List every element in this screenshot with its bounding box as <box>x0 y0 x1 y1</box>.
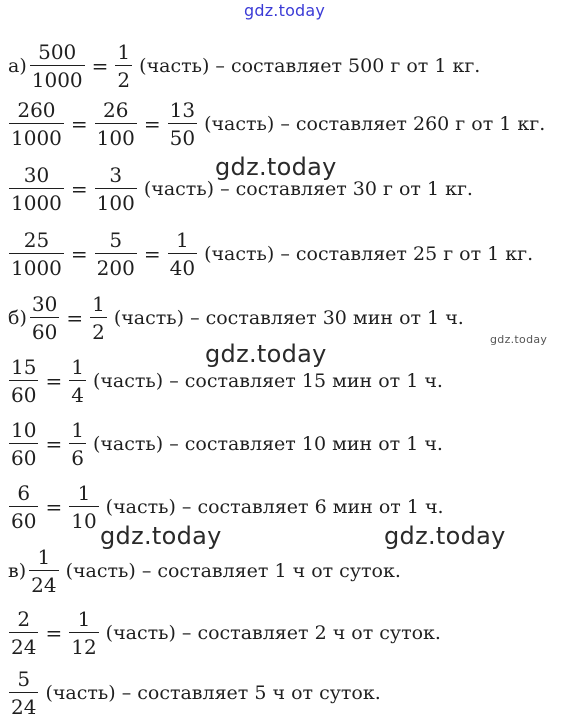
equals-sign: = <box>45 495 63 519</box>
fraction: $\frac{6}{60}$ <box>11 481 37 533</box>
line-text: (часть) – составляет 5 ч от суток. <box>45 682 381 704</box>
equals-sign: = <box>66 306 84 330</box>
solution-line-b-3 <box>8 411 443 477</box>
line-text: (часть) – составляет 30 мин от 1 ч. <box>113 307 464 329</box>
equals-sign: = <box>45 621 63 645</box>
fraction: $\frac{1}{12}$ <box>71 607 97 659</box>
item-label: а) <box>8 55 27 77</box>
line-text: (часть) – составляет 2 ч от суток. <box>105 622 441 644</box>
fraction: $\frac{13}{50}$ <box>169 98 196 150</box>
line-text: (часть) – составляет 25 г от 1 кг. <box>204 243 534 265</box>
line-text: (часть) – составляет 1 ч от суток. <box>65 560 401 582</box>
item-label: б) <box>8 307 27 329</box>
equals-sign: = <box>70 177 88 201</box>
fraction: $\frac{500}{1000}$ <box>31 40 83 92</box>
fraction: $\frac{260}{1000}$ <box>11 98 62 150</box>
watermark: gdz.today <box>100 522 222 550</box>
equals-sign: = <box>70 242 88 266</box>
line-text: (часть) – составляет 6 мин от 1 ч. <box>105 496 444 518</box>
equals-sign: = <box>45 432 63 456</box>
fraction: $\frac{1}{10}$ <box>71 481 97 533</box>
solution-line-a-2 <box>8 91 545 157</box>
solution-line-a-4 <box>8 221 533 287</box>
equals-sign: = <box>70 112 88 136</box>
fraction: $\frac{5}{24}$ <box>11 667 37 719</box>
solution-line-c-2 <box>8 600 441 666</box>
item-label: в) <box>8 560 27 582</box>
equals-sign: = <box>45 369 63 393</box>
equals-sign: = <box>91 54 109 78</box>
fraction: $\frac{3}{100}$ <box>96 163 135 215</box>
fraction: $\frac{10}{60}$ <box>11 418 37 470</box>
line-text: (часть) – составляет 15 мин от 1 ч. <box>92 370 443 392</box>
fraction: $\frac{1}{40}$ <box>169 228 196 280</box>
fraction: $\frac{30}{60}$ <box>31 292 58 344</box>
solution-line-c-3 <box>8 660 381 726</box>
line-text: (часть) – составляет 500 г от 1 кг. <box>139 55 481 77</box>
fraction: $\frac{30}{1000}$ <box>11 163 62 215</box>
watermark: gdz.today <box>205 340 327 368</box>
fraction: $\frac{1}{2}$ <box>117 40 131 92</box>
fraction: $\frac{5}{200}$ <box>96 228 135 280</box>
watermark-small: gdz.today <box>490 333 548 346</box>
watermark: gdz.today <box>384 522 506 550</box>
solution-line-b-4 <box>8 474 444 540</box>
line-text: (часть) – составляет 10 мин от 1 ч. <box>92 433 443 455</box>
equals-sign: = <box>143 242 161 266</box>
fraction: $\frac{26}{100}$ <box>96 98 135 150</box>
fraction: $\frac{15}{60}$ <box>11 355 37 407</box>
fraction: $\frac{1}{6}$ <box>71 418 84 470</box>
fraction: $\frac{2}{24}$ <box>11 607 37 659</box>
equals-sign: = <box>143 112 161 136</box>
fraction: $\frac{1}{24}$ <box>31 545 57 597</box>
watermark: gdz.today <box>215 153 337 181</box>
fraction: $\frac{1}{4}$ <box>71 355 84 407</box>
solution-line-a-1 <box>8 33 480 99</box>
fraction: $\frac{25}{1000}$ <box>11 228 62 280</box>
line-text: (часть) – составляет 260 г от 1 кг. <box>204 113 546 135</box>
header-watermark: gdz.today <box>244 1 326 20</box>
fraction: $\frac{1}{2}$ <box>92 292 105 344</box>
line-text: (часть) – составляет 30 г от 1 кг. <box>143 178 473 200</box>
